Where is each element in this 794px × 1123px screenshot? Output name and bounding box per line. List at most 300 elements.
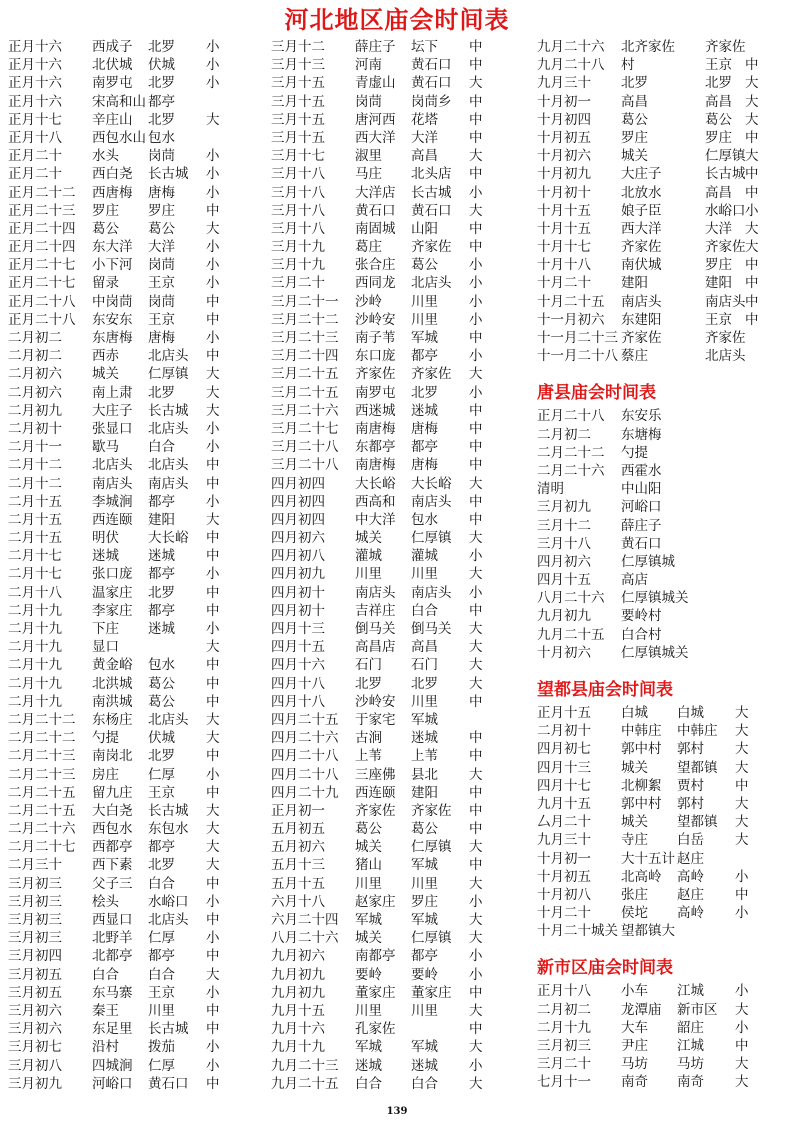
fair-row	[537, 311, 765, 329]
fair-scale: 小	[735, 983, 749, 1000]
fair-row	[537, 462, 765, 480]
fair-town: 仁厚镇	[411, 930, 452, 947]
fair-town: 白合	[148, 875, 175, 892]
fair-village: 东安乐	[621, 408, 662, 425]
fair-town: 大长峪	[148, 530, 189, 547]
fair-scale: 小	[469, 275, 483, 292]
fair-town: 王京	[705, 311, 732, 328]
fair-row	[537, 426, 765, 444]
fair-village: 城关	[355, 530, 382, 547]
fair-village: 父子三	[92, 875, 133, 892]
fair-scale: 中	[206, 1002, 220, 1019]
fair-scale: 中	[469, 220, 483, 237]
fair-row	[537, 904, 765, 922]
fair-row	[537, 1001, 765, 1019]
fair-scale: 大	[469, 366, 483, 383]
fair-scale	[735, 922, 755, 940]
fair-row	[271, 729, 489, 747]
fair-village: 南固城	[355, 220, 396, 237]
fair-date: 四月初十	[271, 602, 325, 619]
fair-town: 新市区	[677, 1001, 718, 1018]
fair-date: 二月十九	[537, 1019, 591, 1036]
fair-village: 河南	[355, 57, 382, 74]
fair-date: 正月十六	[8, 39, 62, 55]
fair-row	[8, 1002, 226, 1020]
fair-row	[271, 74, 489, 92]
fair-village: 中岗茼	[92, 293, 133, 310]
fair-scale: 小	[206, 330, 220, 346]
fair-row	[537, 644, 765, 662]
fair-town: 仁厚镇	[148, 366, 189, 383]
fair-scale: 大	[735, 814, 749, 831]
fair-row	[537, 722, 765, 740]
fair-scale: 小	[206, 1039, 220, 1056]
fair-date: 二月十九	[8, 639, 62, 656]
fair-village: 东足里	[92, 1021, 133, 1038]
fair-town: 大洋	[148, 239, 175, 256]
fair-scale: 小	[206, 766, 220, 783]
fair-village: 上苇	[355, 748, 382, 765]
fair-village: 于家宅	[355, 711, 396, 728]
fair-row	[8, 184, 226, 202]
fair-row	[537, 553, 765, 571]
fair-date: 三月初三	[8, 875, 62, 892]
fair-town: 南奇	[677, 1074, 704, 1091]
fair-date: 三月初五	[8, 966, 62, 983]
fair-scale: 中	[469, 511, 483, 528]
fair-scale: 中	[206, 1021, 220, 1038]
fair-town: 山阳	[411, 220, 438, 237]
fair-town: 迷城	[148, 621, 175, 637]
fair-row	[8, 238, 226, 256]
fair-village: 齐家佐	[355, 802, 396, 819]
fair-row	[537, 93, 765, 111]
fair-village: 南洪城	[92, 693, 133, 710]
fair-village: 建阳	[621, 275, 648, 292]
fair-scale: 大	[469, 766, 483, 783]
fair-date: 厶月二十	[537, 814, 591, 831]
fair-date: 二月十九	[8, 693, 62, 710]
fair-village: 孔家佐	[355, 1021, 396, 1038]
fair-row	[537, 444, 765, 462]
fair-date: 三月十八	[537, 535, 591, 552]
fair-town: 建阳	[705, 275, 732, 292]
fair-village: 东大洋	[92, 239, 133, 256]
fair-row	[8, 111, 226, 129]
fair-date: 二月三十	[8, 857, 62, 874]
fair-village: 倒马关	[355, 621, 396, 637]
fair-row	[537, 274, 765, 292]
fair-village: 黄金峪	[92, 657, 133, 674]
fair-date: 正月十六	[8, 57, 62, 74]
fair-village: 葛庄	[355, 239, 382, 256]
fair-date: 四月十五	[271, 639, 325, 656]
fair-town: 高昌	[705, 184, 732, 201]
fair-date: 三月十五	[271, 93, 325, 110]
fair-date: 四月十六	[271, 657, 325, 674]
fair-scale: 大	[206, 730, 220, 747]
fair-date: 四月初六	[271, 530, 325, 547]
fair-town: 北店头	[148, 348, 189, 365]
fair-village: 北都亭	[92, 948, 133, 965]
fair-row	[537, 184, 765, 202]
fair-row	[271, 547, 489, 565]
fair-town: 黄石口	[411, 202, 452, 219]
fair-town: 高岭	[677, 905, 704, 922]
fair-scale: 大	[745, 239, 759, 256]
fair-row	[271, 329, 489, 347]
fair-village: 高昌	[621, 93, 648, 110]
fair-row	[8, 584, 226, 602]
fair-town: 齐家佐	[705, 239, 746, 256]
fair-date: 二月十九	[8, 657, 62, 674]
fair-date: 五月初六	[271, 839, 325, 856]
fair-date: 二月十五	[8, 511, 62, 528]
fair-date: 十月初一	[537, 93, 591, 110]
fair-row	[8, 711, 226, 729]
fair-village: 齐家佐	[621, 239, 662, 256]
fair-village: 齐家佐	[621, 330, 662, 346]
fair-town: 水峪口	[148, 893, 189, 910]
fair-village: 北伏城	[92, 57, 133, 74]
fair-town: 大洋	[411, 129, 438, 146]
fair-scale: 大	[735, 759, 749, 776]
fair-town: 都亭	[148, 948, 175, 965]
fair-date: 三月二十八	[271, 439, 339, 456]
fair-row	[271, 111, 489, 129]
fair-scale: 大	[469, 657, 483, 674]
fair-village: 大长峪	[355, 475, 396, 492]
fair-scale: 中	[469, 984, 483, 1001]
fair-town: 川里	[411, 693, 438, 710]
fair-scale: 大	[206, 802, 220, 819]
fair-town: 仁厚	[148, 930, 175, 947]
fair-village: 石门	[355, 657, 382, 674]
fair-scale: 中	[469, 493, 483, 510]
fair-row	[271, 56, 489, 74]
fair-town: 军城	[411, 857, 438, 874]
fair-town: 包水	[148, 129, 175, 146]
fair-row	[537, 111, 765, 129]
fair-date: 四月二十八	[271, 748, 339, 765]
fair-date: 正月十六	[8, 93, 62, 110]
fair-date: 十月二十	[537, 905, 591, 922]
fair-village: 南奇	[621, 1074, 648, 1091]
fair-date: 二月十一	[8, 439, 62, 456]
fair-row	[271, 984, 489, 1002]
fair-village: 城关	[621, 148, 648, 165]
fair-date: 二月初十	[8, 420, 62, 437]
fair-date: 四月二十九	[271, 784, 339, 801]
fair-scale: 小	[469, 184, 483, 201]
fair-row	[537, 589, 765, 607]
fair-town: 唐梅	[148, 184, 175, 201]
fair-date: 四月初四	[271, 511, 325, 528]
fair-row	[537, 329, 765, 347]
fair-row	[271, 384, 489, 402]
fair-scale: 大	[469, 1002, 483, 1019]
fair-row	[271, 584, 489, 602]
fair-town: 白合	[411, 1075, 438, 1092]
fair-row	[8, 547, 226, 565]
fair-village: 郭中村	[621, 795, 662, 812]
fair-scale: 中	[745, 57, 759, 74]
fair-date: 二月初十	[537, 723, 591, 740]
fair-row	[271, 93, 489, 111]
fair-village: 川里	[355, 566, 382, 583]
fair-town: 葛公	[411, 257, 438, 274]
fair-scale: 中	[469, 457, 483, 474]
fair-scale: 中	[469, 857, 483, 874]
fair-town: 川里	[411, 875, 438, 892]
fair-village: 大庄子	[621, 166, 662, 183]
fair-row	[271, 365, 489, 383]
fair-scale: 小	[469, 293, 483, 310]
fair-date: 三月初六	[8, 1021, 62, 1038]
fair-town: 岗茼	[148, 148, 175, 165]
fair-village: 大十五计	[621, 850, 675, 867]
fair-row	[8, 274, 226, 292]
fair-village: 军城	[355, 1039, 382, 1056]
fair-date: 十月初五	[537, 868, 591, 885]
fair-village: 北罗	[621, 75, 648, 92]
fair-village: 东安东	[92, 311, 133, 328]
fair-scale: 大	[206, 511, 220, 528]
fair-town: 军城	[411, 711, 438, 728]
fair-town: 迷城	[411, 730, 438, 747]
fair-row	[537, 535, 765, 553]
fair-row	[8, 147, 226, 165]
fair-scale	[469, 711, 489, 729]
fair-village: 葛公	[92, 220, 119, 237]
fair-row	[537, 813, 765, 831]
fair-row	[537, 1055, 765, 1073]
fair-row	[8, 311, 226, 329]
fair-village: 大车	[621, 1019, 648, 1036]
fair-date: 三月初九	[537, 499, 591, 516]
fair-village: 大白尧	[92, 802, 133, 819]
fair-village: 水头	[92, 148, 119, 165]
fair-date: 四月二十五	[271, 711, 339, 728]
fair-village: 高昌店	[355, 639, 396, 656]
fair-village: 南罗屯	[92, 75, 133, 92]
fair-town: 赵庄	[677, 886, 704, 903]
fair-date: 三月初三	[8, 930, 62, 947]
fair-town: 北店头	[148, 457, 189, 474]
fair-date: 九月初六	[271, 948, 325, 965]
fair-town: 江城	[677, 983, 704, 1000]
fair-scale: 中	[469, 239, 483, 256]
fair-village: 西成子	[92, 39, 133, 55]
fair-scale: 大	[206, 402, 220, 419]
fair-village: 西包水	[92, 821, 133, 838]
fair-scale: 小	[206, 57, 220, 74]
fair-row	[8, 74, 226, 92]
fair-village: 北放水	[621, 184, 662, 201]
fair-village: 黄石口	[621, 535, 662, 552]
fair-row	[537, 407, 765, 425]
fair-date: 三月二十八	[271, 457, 339, 474]
fair-village: 马庄	[355, 166, 382, 183]
fair-row	[8, 1075, 226, 1093]
fair-scale: 小	[206, 184, 220, 201]
fair-scale: 小	[469, 348, 483, 365]
fair-town: 北罗	[411, 675, 438, 692]
fair-date: 正月十六	[8, 75, 62, 92]
fair-date: 十一月初六	[537, 311, 605, 328]
fair-village: 北店头	[92, 457, 133, 474]
fair-date: 三月初八	[8, 1057, 62, 1074]
fair-village: 中山阳	[621, 481, 662, 498]
fair-date: 二月十七	[8, 548, 62, 565]
fair-scale: 大	[206, 366, 220, 383]
fair-town: 北店头	[148, 711, 189, 728]
fair-row	[271, 784, 489, 802]
fair-village: 张合庄	[355, 257, 396, 274]
fair-scale: 中	[735, 1038, 749, 1054]
fair-date: 十月初一	[537, 850, 591, 867]
fair-town: 大长峪	[411, 475, 452, 492]
fair-scale: 大	[745, 148, 759, 165]
fair-village: 温家庄	[92, 584, 133, 601]
fair-village: 西霍水	[621, 462, 662, 479]
fair-village: 小车	[621, 983, 648, 1000]
fair-row	[537, 293, 765, 311]
fair-scale: 小	[206, 166, 220, 183]
fair-town: 白岳	[677, 832, 704, 849]
fair-row	[8, 256, 226, 274]
fair-date: 六月二十四	[271, 912, 339, 928]
fair-village: 中韩庄	[621, 723, 662, 740]
fair-date: 二月十八	[8, 584, 62, 601]
fair-village: 北野羊	[92, 930, 133, 947]
fair-date: 二月初六	[8, 384, 62, 401]
page-title: 河北地区庙会时间表	[284, 5, 510, 34]
fair-scale: 中	[206, 584, 220, 601]
fair-scale: 中	[206, 657, 220, 674]
fair-date: 正月二十四	[8, 220, 76, 237]
fair-date: 二月初六	[8, 366, 62, 383]
fair-village: 南店头	[92, 475, 133, 492]
fair-village: 西下素	[92, 857, 133, 874]
fair-date: 十月二十五	[537, 293, 605, 310]
fair-date: 四月初九	[271, 566, 325, 583]
fair-row	[537, 626, 765, 644]
fair-scale: 小	[206, 621, 220, 637]
fair-row	[271, 274, 489, 292]
fair-village: 城关	[355, 930, 382, 947]
fair-town: 军城	[411, 1039, 438, 1056]
fair-row	[8, 202, 226, 220]
fair-scale: 中	[469, 1021, 483, 1038]
fair-town: 罗庄	[148, 202, 175, 219]
fair-row	[8, 347, 226, 365]
fair-date: 二月初二	[8, 330, 62, 346]
fair-date: 正月二十	[8, 166, 62, 183]
fair-village: 西迷城	[355, 402, 396, 419]
fair-town: 长古城	[705, 166, 746, 183]
fair-village: 古涧	[355, 730, 382, 747]
fair-date: 十一月二十三	[537, 330, 618, 346]
fair-row	[8, 93, 226, 111]
fair-village: 西高和	[355, 493, 396, 510]
fair-village: 中大洋	[355, 511, 396, 528]
fair-town: 江城	[677, 1038, 704, 1054]
fair-row	[537, 850, 765, 868]
fair-town: 川里	[411, 566, 438, 583]
fair-date: 四月初六	[537, 553, 591, 570]
fair-row	[271, 420, 489, 438]
fair-town: 长古城	[411, 184, 452, 201]
fair-scale	[206, 129, 226, 147]
fair-date: 三月二十	[537, 1056, 591, 1073]
fair-village: 北罗	[355, 675, 382, 692]
fair-row	[8, 365, 226, 383]
fair-village: 东口庞	[355, 348, 396, 365]
fair-row	[271, 911, 489, 929]
fair-row	[8, 384, 226, 402]
fair-date: 三月十八	[271, 202, 325, 219]
fair-date: 二月二十三	[8, 766, 76, 783]
fair-village: 东杨庄	[92, 711, 133, 728]
fair-town: 北罗	[705, 75, 732, 92]
fair-row	[8, 56, 226, 74]
fair-village: 马坊	[621, 1056, 648, 1073]
fair-scale: 中	[206, 748, 220, 765]
fair-row	[8, 1057, 226, 1075]
fair-town: 建阳	[148, 511, 175, 528]
fair-village: 蔡庄	[621, 348, 648, 365]
fair-town	[148, 638, 206, 656]
temple-fair-column-1	[8, 38, 226, 1093]
fair-row	[537, 165, 765, 183]
fair-row	[8, 966, 226, 984]
fair-date: 正月初一	[271, 802, 325, 819]
fair-village: 仁厚镇城关	[621, 644, 689, 661]
fair-village: 白合	[355, 1075, 382, 1092]
fair-date: 正月十八	[8, 129, 62, 146]
fair-scale: 中	[206, 348, 220, 365]
fair-town: 北店头	[148, 912, 189, 928]
fair-scale: 小	[206, 893, 220, 910]
fair-row	[271, 820, 489, 838]
fair-village: 西同龙	[355, 275, 396, 292]
fair-village: 城关	[621, 814, 648, 831]
fair-date: 九月十五	[271, 1002, 325, 1019]
fair-row	[537, 759, 765, 777]
fair-date: 二月二十二	[537, 444, 605, 461]
fair-scale: 中	[206, 311, 220, 328]
fair-scale: 中	[735, 886, 749, 903]
fair-town: 齐家佐	[411, 366, 452, 383]
fair-village: 东建阳	[621, 311, 662, 328]
fair-village: 小下河	[92, 257, 133, 274]
fair-row	[8, 475, 226, 493]
fair-town: 高昌	[411, 148, 438, 165]
fair-date: 三月二十二	[271, 311, 339, 328]
fair-date: 三月十五	[271, 75, 325, 92]
fair-village: 大洋店	[355, 184, 396, 201]
fair-date: 二月初二	[537, 426, 591, 443]
fair-row	[537, 1019, 765, 1037]
fair-row	[537, 517, 765, 535]
fair-scale	[745, 329, 765, 347]
fair-town: 王京	[148, 275, 175, 292]
fair-town: 齐家佐	[411, 802, 452, 819]
fair-scale: 中	[206, 948, 220, 965]
fair-date: 二月十二	[8, 457, 62, 474]
fair-village: 勺提	[92, 730, 119, 747]
